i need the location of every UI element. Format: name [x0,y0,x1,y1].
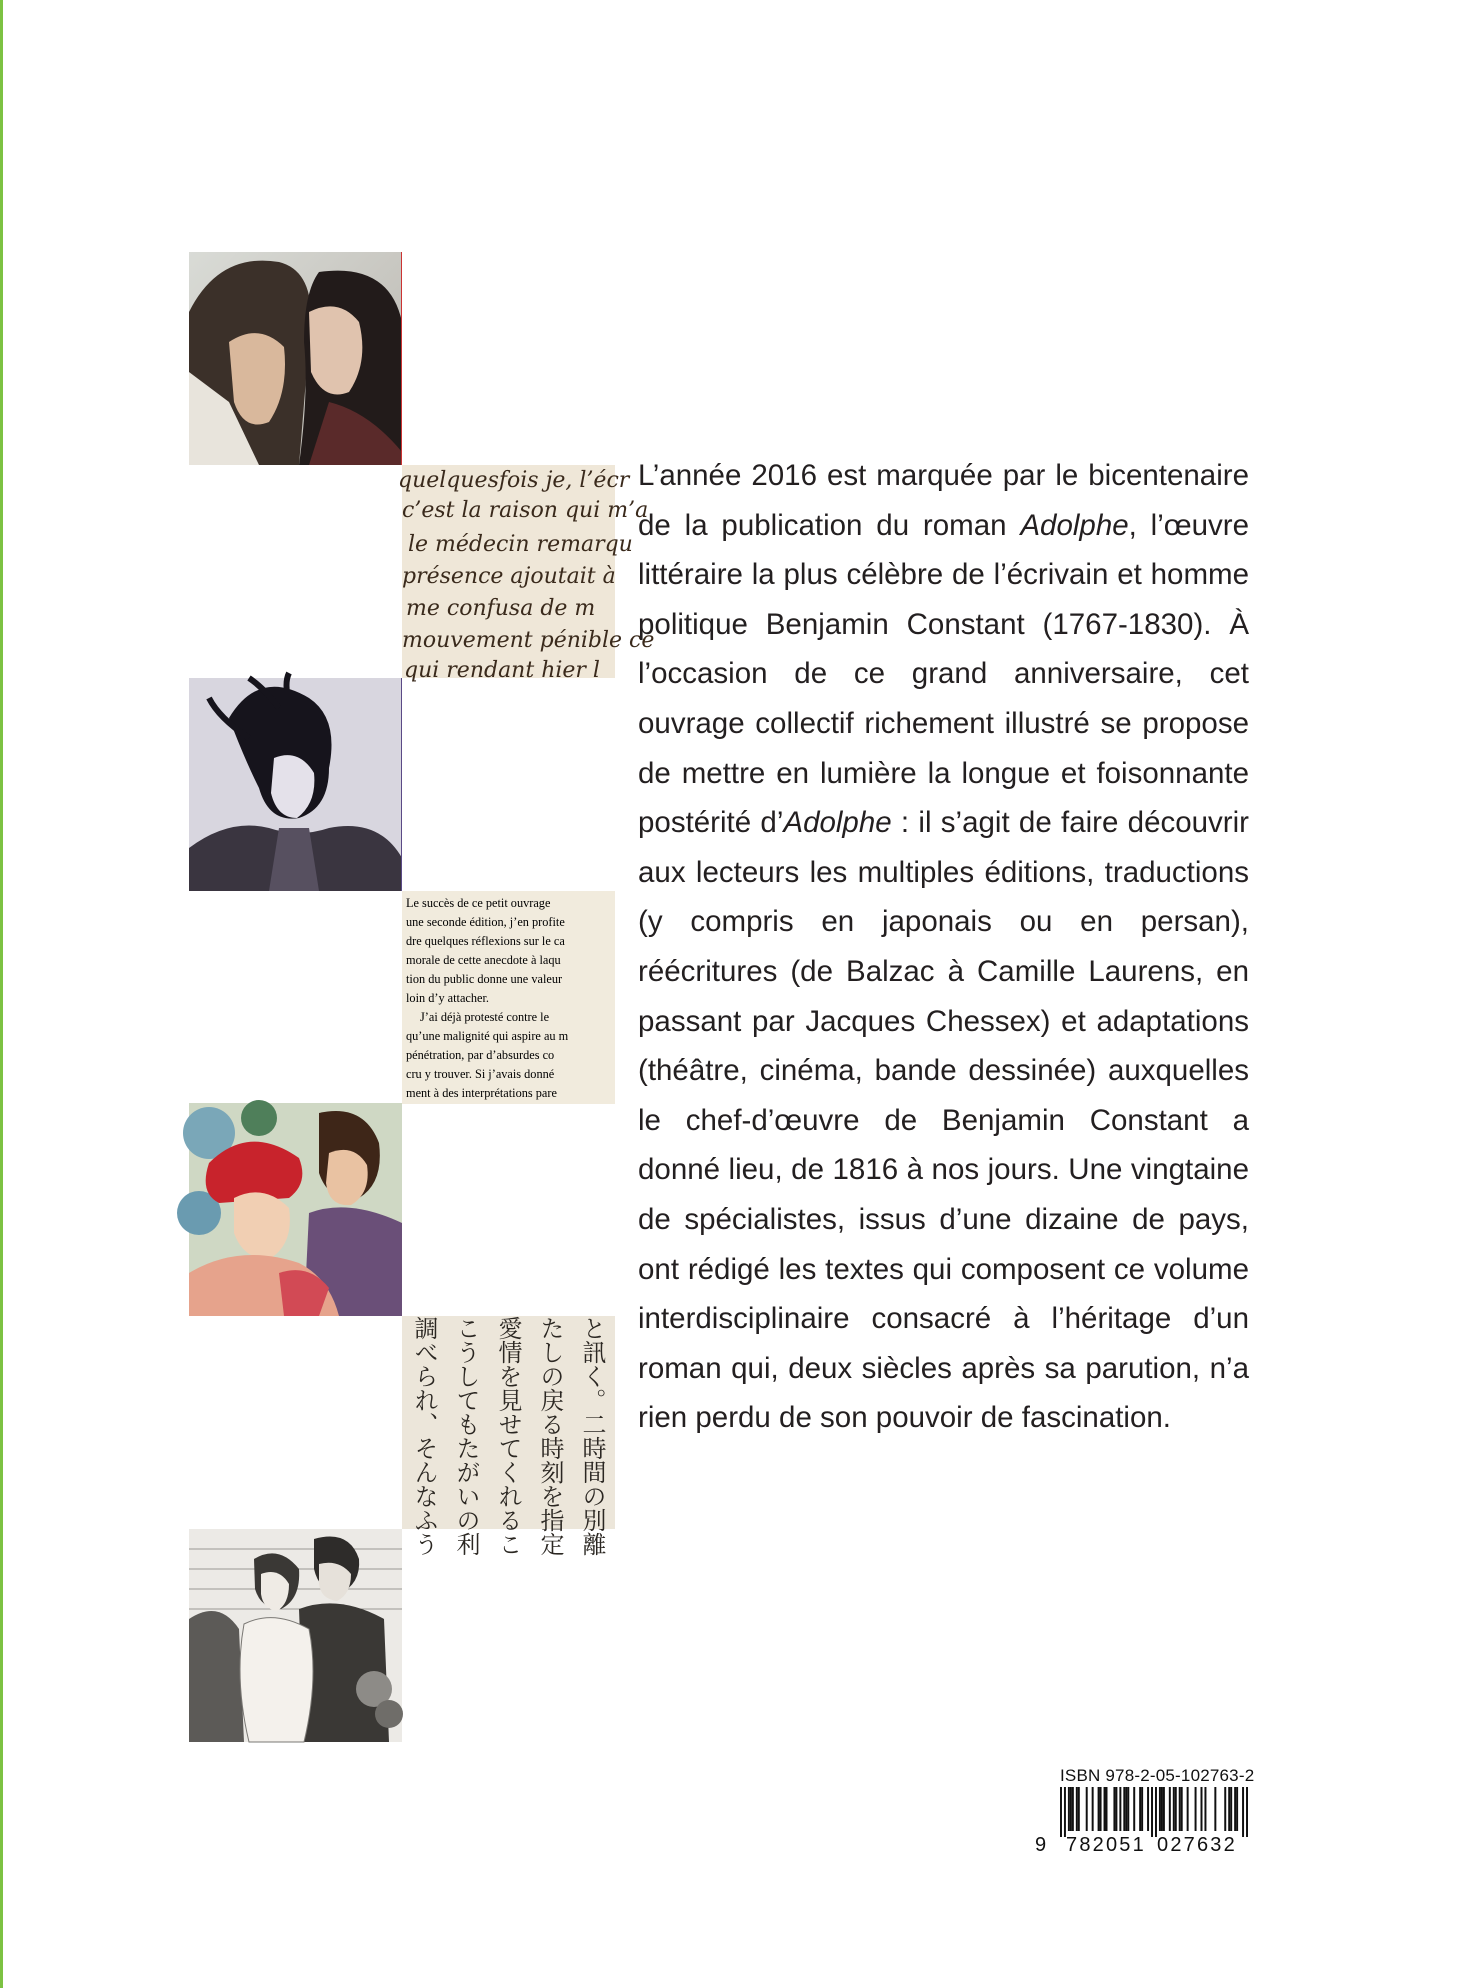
barcode-bar [1195,1787,1197,1831]
isbn-label: ISBN 978-2-05-102763-2 [1060,1766,1255,1785]
barcode-bar [1060,1787,1062,1837]
barcode-bar [1236,1787,1238,1831]
barcode-bar [1155,1787,1157,1837]
manuscript-handwriting-image [398,465,655,683]
manuscript-line: c’est la raison qui m’a [402,498,649,523]
barcode-bar [1246,1787,1248,1837]
barcode-bar [1187,1787,1189,1831]
barcode-bar [1147,1787,1149,1831]
barcode-bar [1125,1787,1127,1831]
printed-line: loin d’y attacher. [406,991,489,1005]
barcode-right-digits: 027632 [1157,1834,1237,1856]
japanese-column: こうしてもたがいの利 [452,1316,480,1556]
isbn-barcode [1030,1766,1255,1856]
blurb-paragraph [638,451,1249,1443]
barcode-bar [1228,1787,1230,1831]
japanese-column: 調べられ、そんなふう [410,1316,438,1556]
printed-page-excerpt-image [402,891,615,1104]
japanese-column: 愛情を見せてくれるこ [494,1316,522,1556]
barcode-bar [1100,1787,1102,1831]
manuscript-line: me confusa de m [406,596,596,621]
blurb-text-3: : il s’agit de faire découvrir aux lecteurs les multiples éditions, traductions (y compris en japonais ou en persan), réécritures (de Balzac à Camille Laurens, en passant par Jacques Chessex) et adaptations (théâtre, cinéma, bande dessinée) auxquelles le chef-d’œuvre de Benjamin Constant a donné lieu, de 1816 à nos jours. Une vingtaine de spécialistes, issus d’une dizaine de pays, ont rédigé les textes qui composent ce volume interdisciplinaire consacré à l’héritage d’un roman qui, deux siècles après sa parution, n’a rien perdu de son pouvoir de fascination. [638,806,1249,1435]
barcode-bar [1151,1787,1153,1837]
engraving-illustration-couple-image [189,1529,402,1742]
printed-line: tion du public donne une valeur [406,972,563,986]
barcode-bar [1234,1787,1236,1831]
printed-line: cru y trouver. Si j’avais donné [406,1067,555,1081]
printed-line: ment à des interprétations pare [406,1086,557,1100]
barcode-bar [1086,1787,1088,1831]
barcode-bar [1127,1787,1129,1831]
barcode-bar [1092,1787,1094,1831]
blurb-title-adolphe: Adolphe [1020,508,1129,542]
barcode-bar [1163,1787,1165,1831]
barcode-bar [1169,1787,1171,1831]
barcode-first-digit: 9 [1035,1834,1047,1856]
barcode-bar [1173,1787,1175,1831]
barcode-bar [1106,1787,1108,1831]
barcode-bars [1060,1787,1248,1837]
barcode-bar [1139,1787,1141,1831]
back-cover-blurb [638,451,1249,1443]
barcode-bar [1214,1787,1216,1831]
barcode-bar [1175,1787,1177,1831]
barcode-bar [1098,1787,1100,1831]
barcode-bar [1076,1787,1078,1831]
barcode-bar [1078,1787,1080,1831]
printed-line: qu’une malignité qui aspire au m [406,1029,569,1043]
printed-line: Le succès de ce petit ouvrage [406,896,551,910]
barcode-bar [1159,1787,1161,1831]
japanese-column: たしの戻る時刻を指定 [536,1316,564,1556]
barcode-bar [1204,1787,1206,1831]
manuscript-line: le médecin remarqu [408,532,633,557]
manuscript-line: présence ajoutait à [402,564,616,589]
barcode-bar [1133,1787,1135,1831]
barcode-bar [1179,1787,1181,1831]
printed-line: une seconde édition, j’en profite [406,915,565,929]
film-still-couple-image [189,252,402,465]
barcode-bar [1141,1787,1143,1831]
printed-line: dre quelques réflexions sur le ca [406,934,565,948]
barcode-bar [1119,1787,1121,1831]
barcode-left-digits: 782051 [1066,1834,1146,1856]
barcode-bar [1123,1787,1125,1831]
barcode-bar [1070,1787,1072,1831]
barcode-bar [1161,1787,1163,1831]
printed-line: morale de cette anecdote à laqu [406,953,561,967]
colored-illustration-couple-image [189,1103,402,1316]
manuscript-line: mouvement pénible ce [402,628,655,653]
barcode-bar [1230,1787,1232,1831]
japanese-translation-excerpt-image [402,1316,615,1556]
barcode-bar [1201,1787,1203,1831]
barcode-bar [1224,1787,1226,1831]
barcode-bar [1181,1787,1183,1831]
blurb-text-2: , l’œuvre littéraire la plus célèbre de l’écrivain et homme politique Benjamin Constant (1767-1830). À l’occasion de ce grand anniversaire, cet ouvrage collectif richement illustré se propose de mettre en lumière la longue et foisonnante postérité d’ [638,508,1249,840]
barcode-bar [1104,1787,1106,1831]
comic-illustration-image [189,678,402,891]
blurb-text-1: L’année 2016 est marquée par le bicentenaire de la publication du roman [638,459,1249,542]
barcode-bar [1072,1787,1074,1831]
japanese-column: と訊く。二時間の別離 [578,1316,606,1556]
barcode-bar [1068,1787,1070,1831]
printed-line: pénétration, par d’absurdes co [406,1048,555,1062]
barcode-bar [1113,1787,1115,1831]
manuscript-line: quelquesfois je, l’écr [398,468,630,493]
barcode-bar [1242,1787,1244,1837]
barcode-bar [1064,1787,1066,1837]
blurb-title-adolphe: Adolphe [783,806,892,840]
cover-green-edge [0,0,3,1988]
barcode-bar [1115,1787,1117,1831]
printed-line: J’ai déjà protesté contre le [420,1010,550,1024]
manuscript-line: qui rendant hier l [404,658,600,683]
